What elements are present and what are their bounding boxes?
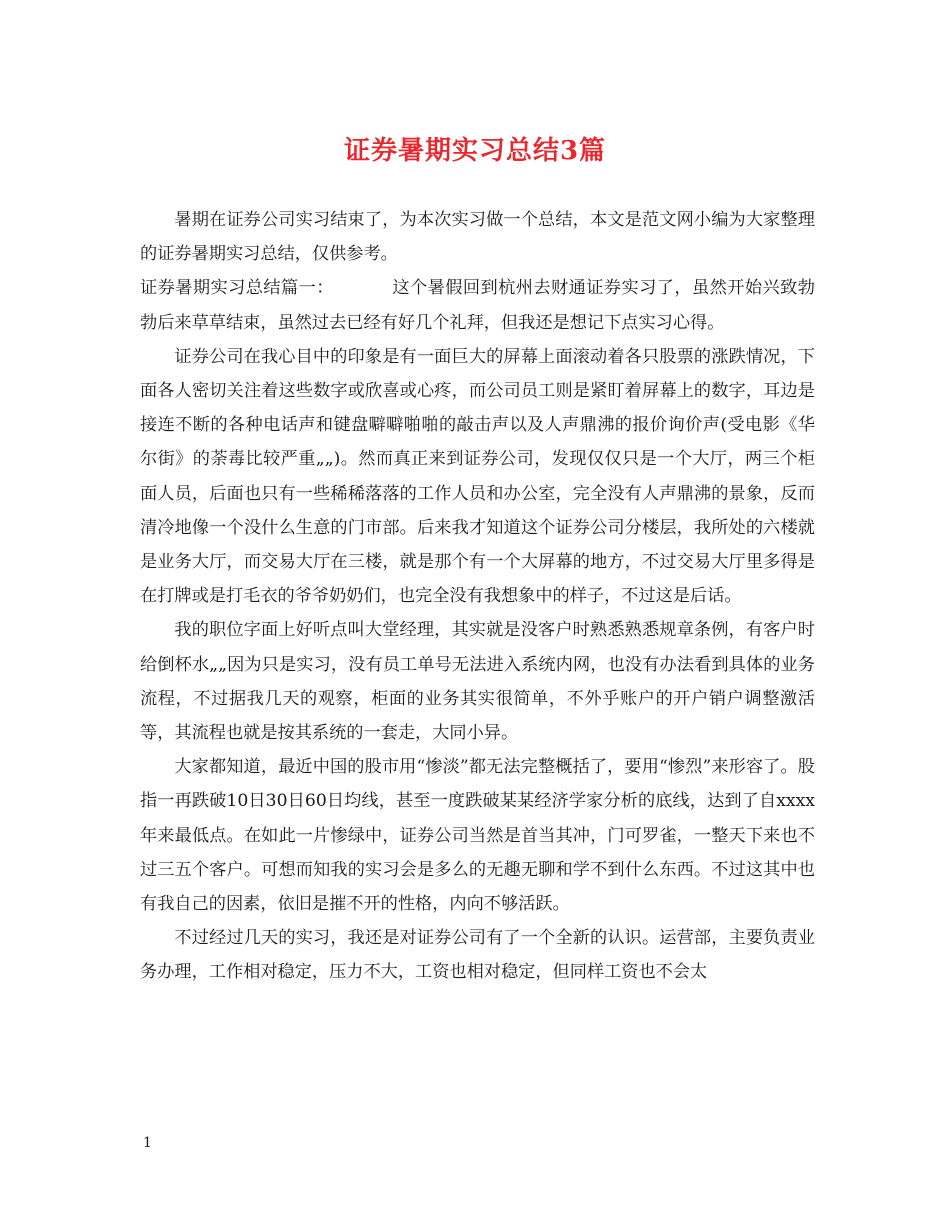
section-first-paragraph: [140, 271, 815, 339]
section-first-text: 这个暑假回到杭州去财通证券实习了，虽然开始兴致勃勃后来草草结束，虽然过去已经有好几个礼拜，但我还是想记下点实习心得。: [140, 278, 815, 333]
section-heading: 证券暑期实习总结篇一：: [140, 278, 334, 299]
body-paragraph-3: 大家都知道，最近中国的股市用“惨淡”都无法完整概括了，要用“惨烈”来形容了。股指一再跌破10日30日60日均线，甚至一度跌破某某经济学家分析的底线，达到了自xxxx年来最低点。在如此一片惨绿中，证券公司当然是首当其冲，门可罗雀，一整天下来也不过三五个客户。可想而知我的实习会是多么的无趣无聊和学不到什么东西。不过这其中也有我自己的因素，依旧是摧不开的性格，内向不够活跃。: [140, 757, 815, 915]
body-paragraph-4: 不过经过几天的实习，我还是对证券公司有了一个全新的认识。运营部，主要负责业务办理，工作相对稳定，压力不大，工资也相对稳定，但同样工资也不会太: [140, 928, 815, 983]
body-paragraph-1: 证券公司在我心目中的印象是有一面巨大的屏幕上面滚动着各只股票的涨跌情况，下面各人密切关注着这些数字或欣喜或心疼，而公司员工则是紧盯着屏幕上的数字，耳边是接连不断的各种电话声和键盘噼噼啪啪的敲击声以及人声鼎沸的报价询价声(受电影《华尔街》的荼毒比较严重„„)。然而真正来到证券公司，发现仅仅只是一个大厅，两三个柜面人员，后面也只有一些稀稀落落的工作人员和办公室，完全没有人声鼎沸的景象，反而清冷地像一个没什么生意的门市部。后来我才知道这个证券公司分楼层，我所处的六楼就是业务大厅，而交易大厅在三楼，就是那个有一个大屏幕的地方，不过交易大厅里多得是在打牌或是打毛衣的爷爷奶奶们，也完全没有我想象中的样子，不过这是后话。: [140, 346, 815, 607]
document-body: [140, 203, 815, 990]
intro-paragraph: 暑期在证券公司实习结束了，为本次实习做一个总结，本文是范文网小编为大家整理的证券暑期实习总结，仅供参考。: [140, 210, 815, 265]
body-paragraph-2: 我的职位字面上好听点叫大堂经理，其实就是没客户时熟悉熟悉规章条例，有客户时给倒杯水„„因为只是实习，没有员工单号无法进入系统内网，也没有办法看到具体的业务流程，不过据我几天的观察，柜面的业务其实很简单，不外乎账户的开户销户调整激活等，其流程也就是按其系统的一套走，大同小异。: [140, 620, 815, 744]
document-title: 证券暑期实习总结3篇: [343, 136, 607, 166]
page-number: 1: [143, 1135, 152, 1151]
